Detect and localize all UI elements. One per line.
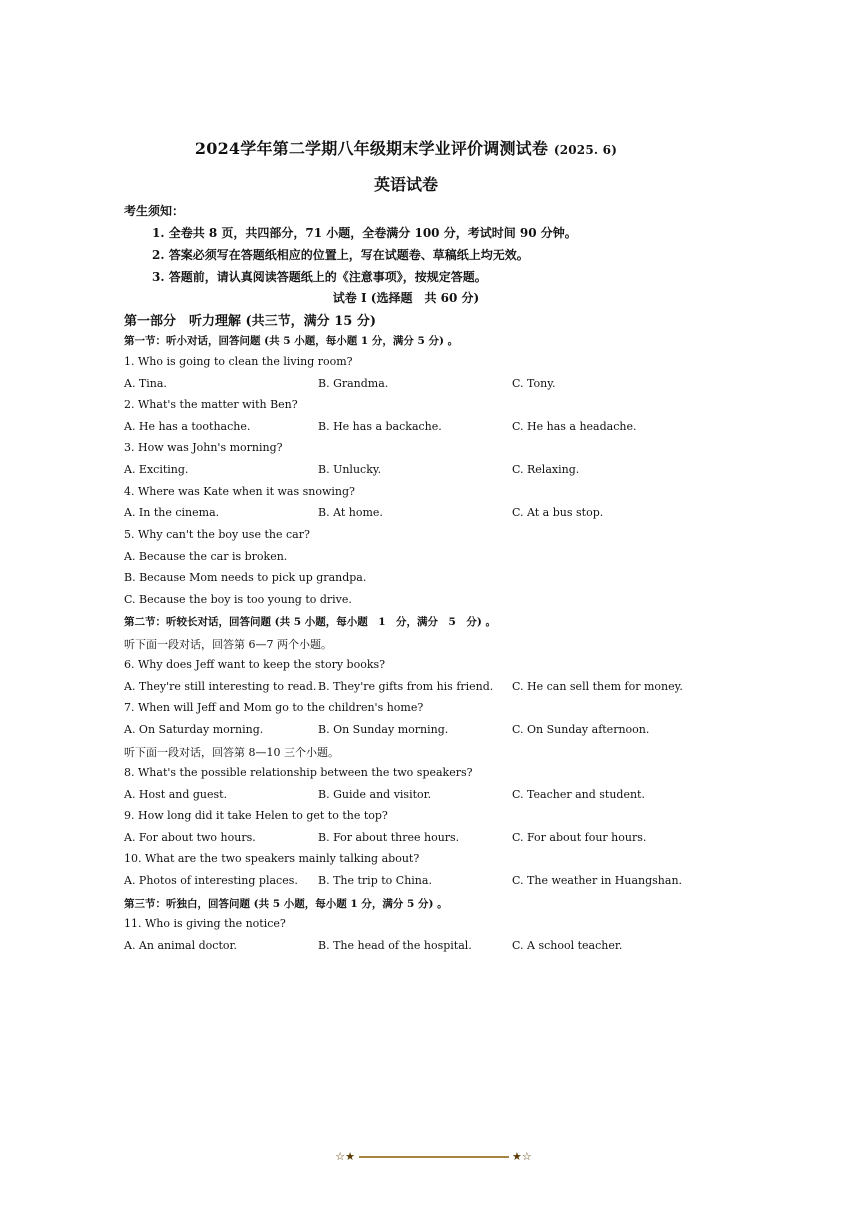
option-a: A. An animal doctor. (124, 939, 238, 952)
option-b: B. At home. (318, 506, 383, 519)
exam-subject: 英语试卷 (373, 175, 438, 194)
option-a: A. They're still interesting to read. (124, 680, 317, 693)
option-a: A. Tina. (124, 377, 167, 390)
option-c: C. At a bus stop. (512, 506, 604, 519)
option-c: C. He has a headache. (512, 420, 637, 433)
option-c: C. Tony. (512, 377, 556, 390)
option-c: C. Relaxing. (512, 463, 580, 476)
option-b: B. Unlucky. (318, 463, 382, 476)
notice-heading: 考生须知： (124, 204, 185, 218)
section-intro: 听下面一段对话，回答第 8—10 三个小题。 (124, 746, 339, 759)
option-a: A. He has a toothache. (124, 420, 251, 433)
question: 5. Why can't the boy use the car? (124, 528, 310, 541)
option-c: C. The weather in Huangshan. (512, 874, 683, 887)
option-c: C. He can sell them for money. (512, 680, 683, 693)
footer-rule (359, 1154, 509, 1160)
option-c: C. Because the boy is too young to drive. (124, 593, 352, 606)
question: 6. Why does Jeff want to keep the story books? (124, 658, 386, 671)
star-ornament-icon: ☆★ (335, 1150, 355, 1163)
option-a: A. For about two hours. (124, 831, 256, 844)
section-heading: 第二节：听较长对话，回答问题 (共 5 小题，每小题 1 分，满分 5 分) 。 (124, 616, 496, 628)
option-b: B. Because Mom needs to pick up grandpa. (124, 571, 367, 584)
section-heading: 第一节：听小对话，回答问题 (共 5 小题，每小题 1 分，满分 5 分) 。 (124, 335, 459, 347)
option-b: B. Guide and visitor. (318, 788, 432, 801)
question: 10. What are the two speakers mainly talking about? (124, 852, 420, 865)
notice-item: 3. 答题前，请认真阅读答题纸上的《注意事项》，按规定答题。 (152, 270, 487, 284)
option-a: A. In the cinema. (124, 506, 220, 519)
exam-title (0, 136, 812, 159)
option-b: B. The head of the hospital. (318, 939, 472, 952)
question: 3. How was John's morning? (124, 441, 283, 454)
question: 4. Where was Kate when it was snowing? (124, 485, 355, 498)
paper-heading: 试卷 I (选择题 共 60 分) (332, 291, 480, 305)
question: 11. Who is giving the notice? (124, 917, 286, 930)
question: 8. What's the possible relationship between the two speakers? (124, 766, 473, 779)
option-c: C. Teacher and student. (512, 788, 645, 801)
option-c: C. A school teacher. (512, 939, 623, 952)
star-ornament-icon: ★☆ (512, 1150, 532, 1163)
notice-item: 1. 全卷共 8 页，共四部分，71 小题，全卷满分 100 分，考试时间 90 分钟。 (152, 226, 577, 240)
option-a: A. Photos of interesting places. (124, 874, 298, 887)
question: 1. Who is going to clean the living room? (124, 355, 353, 368)
question: 2. What's the matter with Ben? (124, 398, 298, 411)
section-intro: 听下面一段对话，回答第 6—7 两个小题。 (124, 638, 332, 651)
option-a: A. Exciting. (124, 463, 189, 476)
option-b: B. The trip to China. (318, 874, 432, 887)
exam-date: (2025. 6) (553, 143, 618, 157)
option-a: A. Because the car is broken. (124, 550, 288, 563)
option-a: A. On Saturday morning. (124, 723, 264, 736)
question: 7. When will Jeff and Mom go to the children's home? (124, 701, 424, 714)
option-c: C. For about four hours. (512, 831, 647, 844)
notice-item: 2. 答案必须写在答题纸相应的位置上，写在试题卷、草稿纸上均无效。 (152, 248, 529, 262)
option-b: B. They're gifts from his friend. (318, 680, 494, 693)
exam-title-text: 2024学年第二学期八年级期末学业评价调测试卷 (194, 139, 549, 158)
option-c: C. On Sunday afternoon. (512, 723, 650, 736)
option-a: A. Host and guest. (124, 788, 228, 801)
question: 9. How long did it take Helen to get to the top? (124, 809, 388, 822)
page-footer-ornament (0, 1150, 867, 1163)
section-heading: 第三节：听独白，回答问题 (共 5 小题，每小题 1 分，满分 5 分) 。 (124, 898, 448, 910)
option-b: B. He has a backache. (318, 420, 442, 433)
option-b: B. For about three hours. (318, 831, 460, 844)
part-heading: 第一部分 听力理解 (共三节，满分 15 分) (124, 314, 376, 329)
option-b: B. On Sunday morning. (318, 723, 449, 736)
option-b: B. Grandma. (318, 377, 389, 390)
